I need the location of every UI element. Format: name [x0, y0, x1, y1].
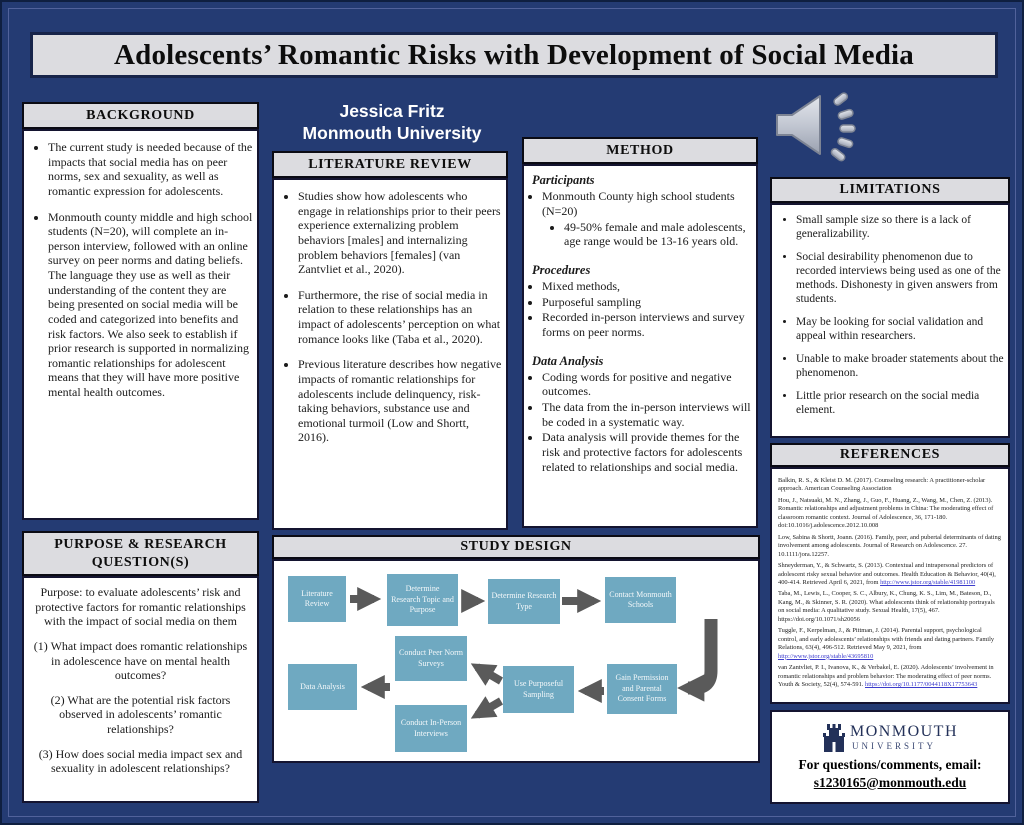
flow-node-purposeful-sampling: Use Purposeful Sampling — [503, 666, 574, 713]
limitation-1: • Small sample size so there is a lack of generalizability. — [796, 213, 1004, 241]
analysis-bullet-2: • The data from the in-person interviews will be coded in a systematic way. — [542, 400, 754, 429]
background-panel — [22, 129, 259, 520]
data-analysis-label: Data Analysis — [532, 353, 604, 368]
limitation-2: • Social desirability phenomenon due to recorded interviews being used as one of the methods. Dishonesty in given answers from students. — [796, 250, 1004, 306]
method-panel — [522, 164, 758, 528]
limitations-panel — [770, 203, 1010, 438]
reference-3: Low, Sabina & Shortt, Joann. (2016). Family, peer, and pubertal determinants of dating involvement among adolescents. Journal of Research on Adolescence. 27. 10.1111/jora.12257. — [778, 533, 1001, 558]
references-panel — [770, 467, 1010, 704]
flow-node-in-person-interviews: Conduct In-Person Interviews — [395, 705, 467, 752]
author-block — [270, 101, 514, 145]
logo-wordmark-sub: UNIVERSITY — [852, 740, 936, 751]
procedures-bullet-1: • Mixed methods, — [542, 279, 754, 294]
poster-title-bar — [30, 32, 998, 78]
literature-bullet-3: • Previous literature describes how negative impacts of romantic relationships for adolescents include delinquency, risk-taking behaviors, substance use and emotional turmoil (Low and Shortt, 2016). — [298, 357, 502, 445]
contact-email-link[interactable]: s1230165@monmouth.edu — [813, 774, 967, 790]
limitation-5: • Little prior research on the social media element. — [796, 389, 1004, 417]
purpose-panel — [22, 576, 259, 803]
purpose-statement: Purpose: to evaluate adolescents’ risk and protective factors for romantic relationships with the impact of social media on them — [35, 585, 246, 629]
participants-label: Participants — [532, 173, 595, 187]
limitation-3: • May be looking for social validation and appeal within researchers. — [796, 315, 1004, 343]
logo-wordmark: MONMOUTH — [850, 722, 958, 740]
procedures-bullet-3: • Recorded in-person interviews and survey forms on peer norms. — [542, 310, 754, 339]
participants-bullet: • Monmouth County high school students (N=20) — [542, 189, 754, 218]
reference-7: van Zantvliet, P. I., Ivanova, K., & Verbakel, E. (2020). Adolescents’ involvement in romantic relationships and problem behavior: The moderating effect of peer norms. Youth & Society, 52(4), 574-591. https://doi.org/10.1177/0044118X17753643 — [778, 664, 994, 688]
reference-4: Shneyderman, Y., & Schwartz, S. (2013). Contextual and intrapersonal predictors of adolescent risky sexual behavior and outcomes. Health Education & Behavior, 40(4), 400-414. Retrieved April 6, 2021, from http://www.jstor.org/stable/41981100 — [778, 562, 996, 586]
analysis-bullet-3: • Data analysis will provide themes for the risk and protective factors for adolescents related to relationships and social media. — [542, 430, 754, 474]
contact-prompt: For questions/comments, email: — [798, 756, 982, 772]
contact-panel — [770, 710, 1010, 804]
author-name: Jessica Fritz — [339, 101, 445, 121]
flow-node-determine-topic: Determine Research Topic and Purpose — [387, 574, 458, 626]
monmouth-university-logo — [822, 724, 958, 752]
references-heading: REFERENCES — [770, 443, 1010, 467]
research-question-2: (2) What are the potential risk factors observed in adolescents’ romantic relationships? — [50, 692, 231, 736]
flow-node-gain-permission: Gain Permission and Parental Consent Forms — [607, 664, 677, 714]
reference-6: Tuggle, F., Kerpelman, J., & Pittman, J. (2014). Parental support, psychological control, and early adolescents’ relationships with friends and dating partners. Family Relations, 63(4), 496-512. Retrieved May 9, 2021, from http://www.jstor.org/stable/43695810 — [778, 627, 995, 660]
flow-node-data-analysis: Data Analysis — [288, 664, 357, 710]
reference-1: Balkin, R. S., & Kleist D. M. (2017). Counseling research: A practitioner-scholar approach. American Counseling Association — [778, 477, 986, 493]
limitations-heading: LIMITATIONS — [770, 177, 1010, 203]
author-affiliation: Monmouth University — [302, 122, 482, 143]
reference-6-link[interactable]: http://www.jstor.org/stable/43695810 — [778, 652, 874, 660]
study-design-panel — [272, 559, 760, 763]
reference-2: Hou, J., Natsuaki, M. N., Zhang, J., Guo, F., Huang, Z., Wang, M., Chen, Z. (2013). Romantic relationships and adjustment problems in China: The moderating effect of classroom romantic context. Journal of Adolescence, 36, 171-180. doi:10.1016/j.adolescence.2012.10.008 — [778, 496, 994, 530]
flow-node-contact-schools: Contact Monmouth Schools — [605, 577, 676, 623]
flow-node-peer-norm-surveys: Conduct Peer Norm Surveys — [395, 636, 467, 681]
analysis-bullet-1: • Coding words for positive and negative outcomes. — [542, 370, 754, 399]
background-heading: BACKGROUND — [22, 102, 259, 129]
reference-4-link[interactable]: http://www.jstor.org/stable/41981100 — [880, 578, 976, 586]
literature-bullet-2: • Furthermore, the rise of social media in relation to these relationships has an impact of adolescents’ perception on what romance looks like (Taba et al., 2020). — [298, 288, 502, 347]
procedures-bullet-2: • Purposeful sampling — [542, 295, 754, 310]
flow-node-literature-review: Literature Review — [288, 576, 346, 622]
page-title: Adolescents’ Romantic Risks with Development of Social Media — [113, 38, 915, 71]
study-design-heading: STUDY DESIGN — [272, 535, 760, 559]
monmouth-tower-icon — [822, 724, 846, 752]
method-heading: METHOD — [522, 137, 758, 164]
procedures-label: Procedures — [532, 262, 591, 277]
research-question-1: (1) What impact does romantic relationships in adolescence have on mental health outcomes? — [33, 638, 248, 683]
purpose-heading: PURPOSE & RESEARCH QUESTION(S) — [22, 531, 259, 576]
background-bullet-2: • Monmouth county middle and high school students (N=20), will complete an in-person interview, followed with an online survey on peer norms and dating beliefs. The language they use as well as their understanding of the content they are being presented on social media will be coded and categorized into benefits and risk factors. We also seek to establish if prior research is supported in normalizing romantic relationships for adolescent means that they will have more positive mental health outcomes. — [48, 210, 253, 400]
reference-5: Taba, M., Lewis, L., Cooper, S. C., Albury, K., Chung, K. S., Lim, M., Bateson, D., Kang, M., & Skinner, S. R. (2020). What adolescents think of relationship portrayals on social media: A qualitative study. Sexual Health, 17(5), 467. https://doi.org/10.1071/sh20056 — [778, 590, 995, 623]
audio-speaker-icon[interactable] — [774, 88, 870, 162]
background-bullet-1: • The current study is needed because of the impacts that social media has on peer norms, sex and sexuality, as well as romantic expression for adolescents. — [48, 140, 253, 199]
flow-node-determine-type: Determine Research Type — [488, 579, 560, 624]
literature-bullet-1: • Studies show how adolescents who engage in relationships prior to their peers experience externalizing problem behaviors [males] and internalizing problem behaviors [females] (van Zantvliet et al., 2020). — [298, 189, 502, 277]
literature-review-heading: LITERATURE REVIEW — [272, 151, 508, 178]
literature-review-panel — [272, 178, 508, 530]
research-question-3: (3) How does social media impact sex and sexuality in adolescent relationships? — [38, 746, 243, 776]
limitation-4: • Unable to make broader statements about the phenomenon. — [796, 352, 1004, 380]
reference-7-link[interactable]: https://doi.org/10.1177/0044118X17753643 — [865, 680, 978, 688]
participants-sub-bullet: • 49-50% female and male adolescents, age range would be 13-16 years old. — [564, 220, 754, 249]
